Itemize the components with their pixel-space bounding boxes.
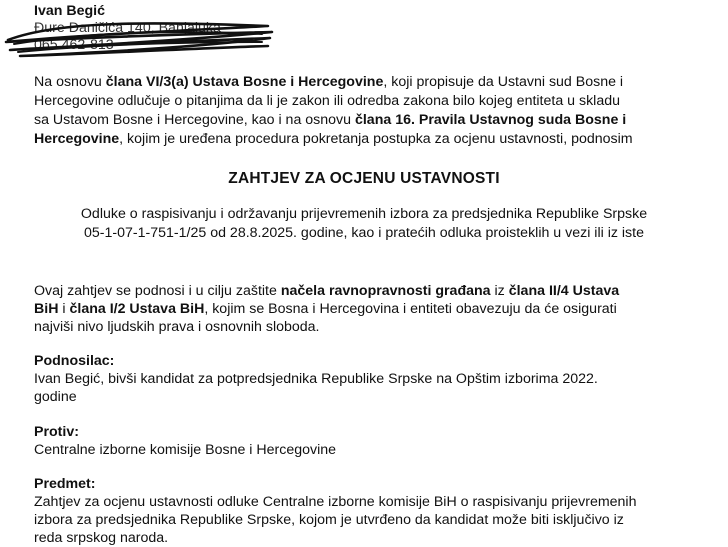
author-phone: 065 462-813 [34, 37, 114, 53]
applicant-line-1: Ivan Begić, bivši kandidat za potpredsjednika Republike Srpske na Opštim izborima 2022. [34, 371, 598, 387]
subject-matter-line-3: reda srpskog naroda. [34, 530, 169, 546]
subject-line-2: 05-1-07-1-751-1/25 od 28.8.2025. godine, kao i pratećih odluka proisteklih u vezi ili iz iste [84, 225, 644, 241]
intro-line-4: Hercegovine, kojim je uređena procedura pokretanja postupka za ocjenu ustavnosti, podnosim [34, 131, 633, 147]
subject-matter-label: Predmet: [34, 476, 96, 492]
subject-matter-line-2: izbora za predsjednika Republike Srpske, kojom je utvrđeno da kandidat može biti isključivo iz [34, 512, 624, 528]
intro-line-3: sa Ustavom Bosne i Hercegovine, kao i na osnovu člana 16. Pravila Ustavnog suda Bosne i [34, 112, 627, 128]
against-line-1: Centralne izborne komisije Bosne i Hercegovine [34, 442, 337, 458]
subject-matter-line-1: Zahtjev za ocjenu ustavnosti odluke Centralne izborne komisije BiH o raspisivanju prijevremenih [34, 494, 637, 510]
purpose-line-1: Ovaj zahtjev se podnosi i u cilju zaštite načela ravnopravnosti građana iz člana II/4 Ustava [34, 283, 620, 299]
applicant-label: Podnosilac: [34, 353, 115, 369]
document-title: ZAHTJEV ZA OCJENU USTAVNOSTI [228, 170, 500, 187]
intro-line-2: Hercegovine odlučuje o pitanjima da li je zakon ili odredba zakona bilo kojeg entiteta u skladu [34, 93, 620, 109]
purpose-line-2: BiH i člana I/2 Ustava BiH, kojim se Bosna i Hercegovina i entiteti obavezuju da će osigurati [34, 301, 617, 317]
redaction-scribble [0, 12, 300, 62]
applicant-line-2: godine [34, 389, 77, 405]
intro-line-1: Na osnovu člana VI/3(a) Ustava Bosne i Hercegovine, koji propisuje da Ustavni sud Bosne i [34, 74, 624, 90]
author-name: Ivan Begić [34, 3, 105, 19]
author-address: Đure Daničića 140, Banjaluka [34, 20, 221, 36]
against-label: Protiv: [34, 424, 79, 440]
subject-line-1: Odluke o raspisivanju i održavanju prijevremenih izbora za predsjednika Republike Srpske [80, 206, 648, 222]
purpose-line-3: najviši nivo ljudskih prava i osnovnih sloboda. [34, 319, 320, 335]
